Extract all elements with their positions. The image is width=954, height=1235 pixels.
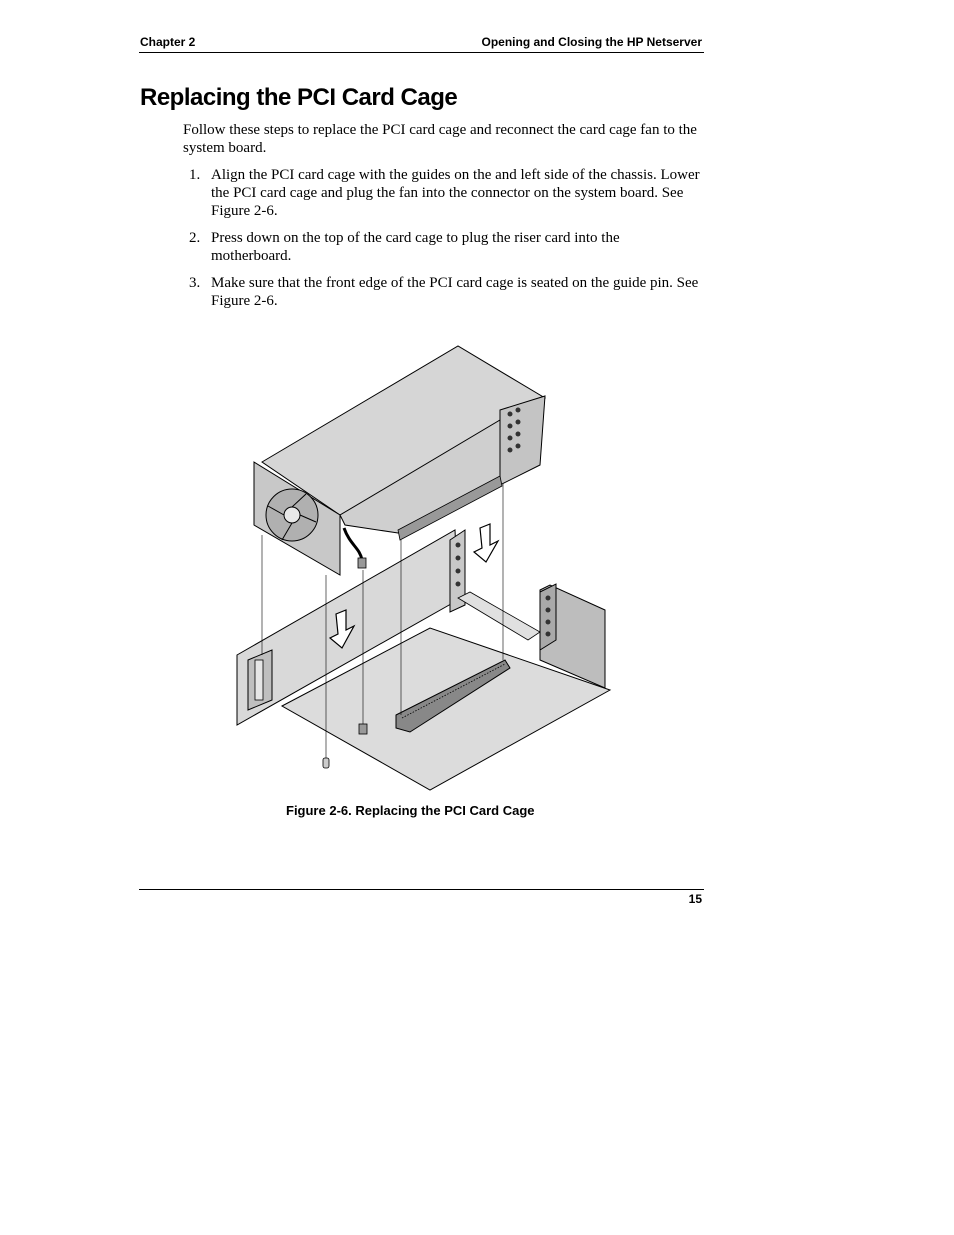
guide-hole [456,556,461,561]
guide-hole [456,543,461,548]
down-arrow-icon [474,524,498,562]
card-cage-end-plate [500,396,545,485]
cage-hole [516,432,521,437]
cage-hole [508,424,513,429]
fan-hub [284,507,300,523]
guide-hole [456,582,461,587]
list-item [183,274,703,310]
page-header [139,33,704,53]
fan-cable-plug [358,558,366,568]
pci-card-cage-illustration [230,340,620,800]
guide-hole [546,632,551,637]
header-chapter: Chapter 2 [140,35,196,49]
cage-hole [508,412,513,417]
list-item [183,229,703,265]
cage-hole [516,444,521,449]
step-number: 1. [189,167,201,183]
header-section: Opening and Closing the HP Netserver [481,35,702,49]
cage-hole [516,420,521,425]
left-wall-guide-slot [255,660,263,700]
list-item [183,166,703,220]
step-text: Make sure that the front edge of the PCI card cage is seated on the guide pin. See Figure 2-6. [211,275,699,309]
cage-hole [508,436,513,441]
right-wall-guide [540,584,556,650]
board-fan-connector [359,724,367,734]
step-text: Align the PCI card cage with the guides on the and left side of the chassis. Lower the PCI card cage and plug the fan into the connector on the system board. See Figure 2-6. [211,167,700,219]
cage-hole [516,408,521,413]
steps-list [183,166,703,319]
fan-cable [344,528,362,560]
guide-hole [456,569,461,574]
figure-caption: Figure 2-6. Replacing the PCI Card Cage [286,803,535,818]
guide-hole [546,596,551,601]
cage-hole [508,448,513,453]
page-title: Replacing the PCI Card Cage [140,84,458,111]
footer-rule [139,889,704,890]
step-text: Press down on the top of the card cage to plug the riser card into the motherboard. [211,230,620,264]
guide-hole [546,608,551,613]
guide-hole [546,620,551,625]
rail [458,592,540,640]
page-number: 15 [688,892,702,906]
guide-pin [323,758,329,768]
intro-paragraph: Follow these steps to replace the PCI card cage and reconnect the card cage fan to the system board. [183,122,697,156]
step-number: 3. [189,275,201,291]
step-number: 2. [189,230,201,246]
